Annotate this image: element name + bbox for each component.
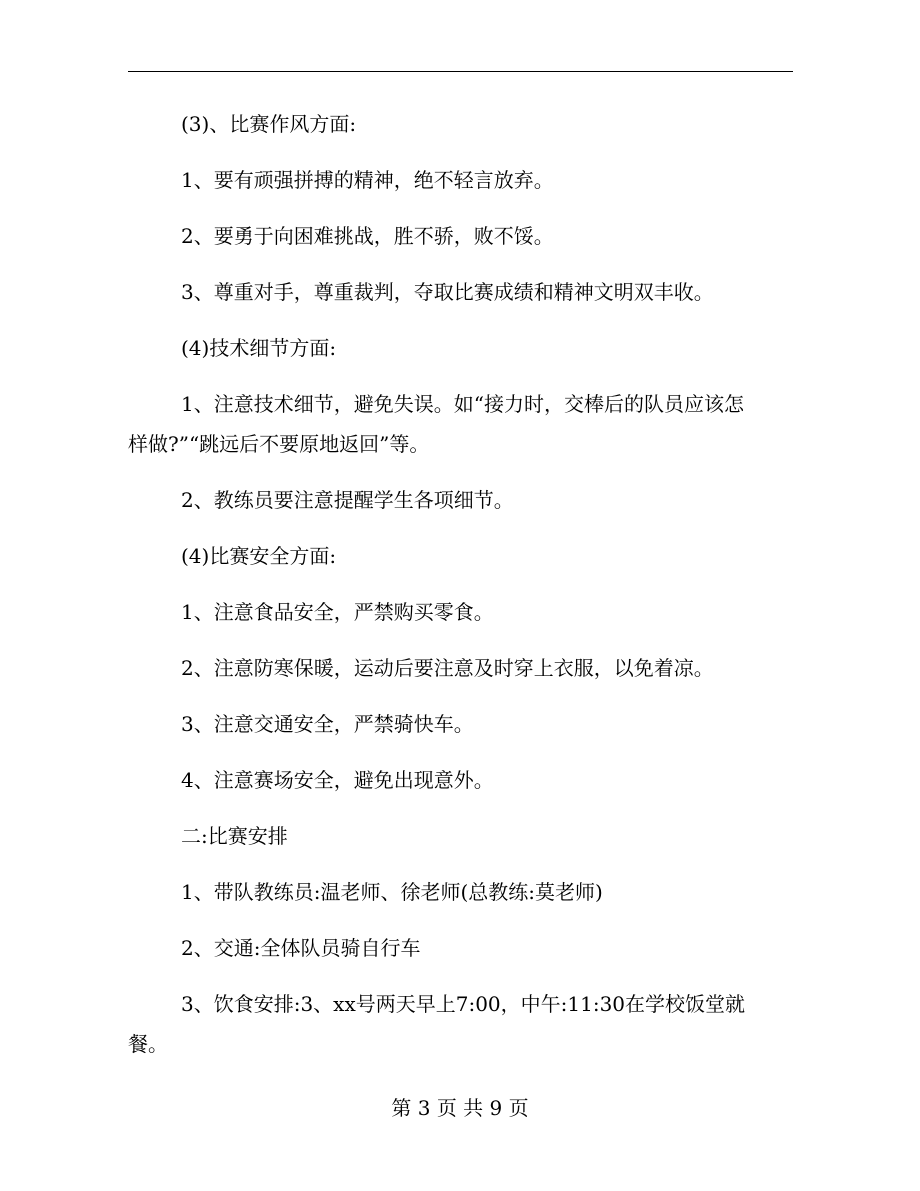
section-heading-conduct: (3)、比赛作风方面: xyxy=(181,112,357,136)
page-number: 第 3 页 共 9 页 xyxy=(391,1096,529,1120)
paragraph: 1、注意食品安全，严禁购买零食。 xyxy=(181,600,494,624)
paragraph: 3、尊重对手，尊重裁判，夺取比赛成绩和精神文明双丰收。 xyxy=(181,280,714,304)
paragraph: 2、注意防寒保暖，运动后要注意及时穿上衣服，以免着凉。 xyxy=(181,656,714,680)
paragraph: 2、要勇于向困难挑战，胜不骄，败不馁。 xyxy=(181,224,554,248)
paragraph: 4、注意赛场安全，避免出现意外。 xyxy=(181,768,494,792)
paragraph: 3、注意交通安全，严禁骑快车。 xyxy=(181,712,474,736)
section-heading-safety: (4)比赛安全方面: xyxy=(181,544,337,568)
paragraph: 1、注意技术细节，避免失误。如“接力时，交棒后的队员应该怎 xyxy=(181,392,744,416)
paragraph-continuation: 样做?”“跳远后不要原地返回”等。 xyxy=(128,432,430,456)
section-heading-technique: (4)技术细节方面: xyxy=(181,336,337,360)
paragraph: 1、要有顽强拼搏的精神，绝不轻言放弃。 xyxy=(181,168,554,192)
section-heading-arrangement: 二:比赛安排 xyxy=(181,824,288,848)
paragraph: 2、交通:全体队员骑自行车 xyxy=(181,936,421,960)
header-rule xyxy=(128,71,793,72)
paragraph: 3、饮食安排:3、xx号两天早上7:00，中午:11:30在学校饭堂就 xyxy=(181,992,746,1016)
paragraph: 1、带队教练员:温老师、徐老师(总教练:莫老师) xyxy=(181,880,603,904)
paragraph: 2、教练员要注意提醒学生各项细节。 xyxy=(181,488,514,512)
paragraph-continuation: 餐。 xyxy=(128,1032,168,1056)
